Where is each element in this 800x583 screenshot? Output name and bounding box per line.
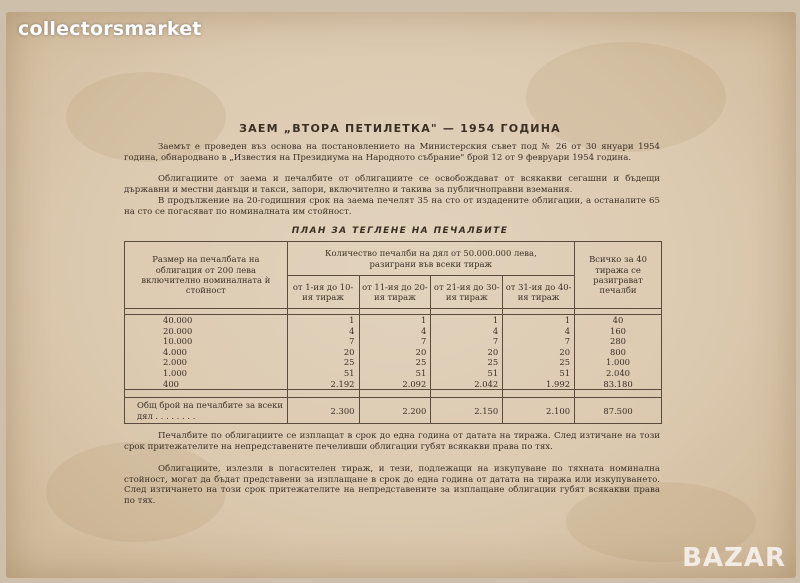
table-sum-row [125, 398, 662, 424]
prize-count: 51 [559, 367, 571, 378]
prize-count: 20 [415, 346, 427, 357]
prize-count: 1 [421, 315, 427, 325]
prize-count: 4 [349, 325, 355, 336]
prize-total: 160 [610, 325, 627, 336]
prize-count: 20 [487, 346, 499, 357]
prize-amount: 4.000 [163, 346, 187, 357]
prize-total: 800 [610, 346, 627, 357]
prize-total: 83.180 [603, 378, 633, 389]
prize-amount: 40.000 [163, 315, 193, 325]
intro-paragraph-1: Заемът е проведен въз основа на постановлението на Министерския съвет под № 26 от 30 януари 1954 година, обнародвано в „Известия на Президиума на Народното събрание" брой 12 от 9 февруари 1954 година. [124, 142, 660, 163]
prize-amount: 400 [163, 378, 179, 389]
prize-count: 7 [349, 336, 355, 347]
col-header-draws-21-30: от 21-ия до 30-ия тираж [431, 276, 503, 309]
sum-count: 2.150 [431, 398, 503, 424]
col-header-draws-31-40: от 31-ия до 40-ия тираж [503, 276, 575, 309]
prize-count: 7 [564, 336, 571, 347]
sum-count: 2.300 [287, 398, 359, 424]
prize-total: 1.000 [606, 357, 630, 368]
footer-paragraph-1: Печалбите по облигациите се изплащат в срок до една година от датата на тиража. След изтичане на този срок притежателите на непредставените печеливши облигации губят всякакви права по тях. [124, 431, 660, 452]
prize-count: 1.992 [546, 378, 571, 389]
prize-count: 25 [559, 357, 571, 368]
sum-total: 87.500 [575, 398, 662, 424]
table-title: ПЛАН ЗА ТЕГЛЕНЕ НА ПЕЧАЛБИТЕ [291, 226, 509, 236]
prize-count: 25 [415, 357, 427, 368]
prize-amount: 1.000 [163, 367, 187, 378]
prize-count: 1 [492, 315, 499, 325]
prize-count: 20 [559, 346, 571, 357]
prize-amount: 20.000 [163, 325, 193, 336]
prize-total: 280 [610, 336, 627, 347]
prize-count: 20 [343, 346, 355, 357]
bazar-logo: BAZAR [682, 543, 786, 573]
sum-count: 2.200 [359, 398, 431, 424]
prize-count: 51 [343, 367, 355, 378]
col-header-prize-amount: Размер на печалбата на облигация от 200 лева включително номиналната ѝ стойност [125, 242, 288, 309]
prize-count: 4 [492, 325, 499, 336]
col-header-group: Количество печалби на дял от 50.000.000 лева, разиграни във всеки тираж [287, 242, 574, 276]
sum-label: Общ брой на печалбите за всеки дял . . . . . . . . [125, 398, 288, 424]
prize-count: 7 [421, 336, 427, 347]
col-header-total: Всичко за 40 тиража се разиграват печалби [575, 242, 662, 309]
prize-count: 25 [487, 357, 499, 368]
prize-total: 40 [612, 315, 624, 325]
prize-count: 1 [564, 315, 571, 325]
prize-amount: 10.000 [163, 336, 193, 347]
prize-count: 4 [564, 325, 571, 336]
document-title: ЗАЕМ „ВТОРА ПЕТИЛЕТКА" — 1954 ГОДИНА [239, 122, 561, 135]
footer-paragraph-2: Облигациите, излезли в погасителен тираж, и тези, подлежащи на изкупуване по тяхната номинална стойност, могат да бъдат представени за изплащане в срок до една година от датата на тиража или изкупуването. След изтичането на този срок притежателите на непредставените за изплащане облигации губят всякакви права по тях. [124, 464, 660, 506]
prize-total: 2.040 [606, 367, 630, 378]
prize-count: 51 [487, 367, 499, 378]
prize-count: 1 [349, 315, 355, 325]
prize-count: 4 [421, 325, 427, 336]
prize-count: 2.042 [474, 378, 499, 389]
prize-count: 2.192 [330, 378, 355, 389]
prize-count: 51 [415, 367, 427, 378]
col-header-draws-1-10: от 1-ия до 10-ия тираж [287, 276, 359, 309]
prize-count: 2.092 [402, 378, 427, 389]
prize-amount: 2.000 [163, 357, 187, 368]
intro-paragraph-2: Облигациите от заема и печалбите от облигациите се освобождават от всякакви сегашни и бъдещи държавни и местни данъци и такси, запори, включително и такива за публичноправни вземания. [124, 174, 660, 195]
table-body-row [125, 315, 662, 390]
intro-paragraph-3: В продължение на 20-годишния срок на заема печелят 35 на сто от издадените облигации, а останалите 65 на сто се погасяват по номиналната им стойност. [124, 196, 660, 217]
watermark-text: collectorsmarket [18, 18, 202, 40]
sum-count: 2.100 [503, 398, 575, 424]
prize-plan-table [124, 241, 662, 424]
table-header-row [125, 242, 662, 276]
prize-count: 7 [492, 336, 499, 347]
col-header-draws-11-20: от 11-ия до 20-ия тираж [359, 276, 431, 309]
prize-count: 25 [343, 357, 355, 368]
